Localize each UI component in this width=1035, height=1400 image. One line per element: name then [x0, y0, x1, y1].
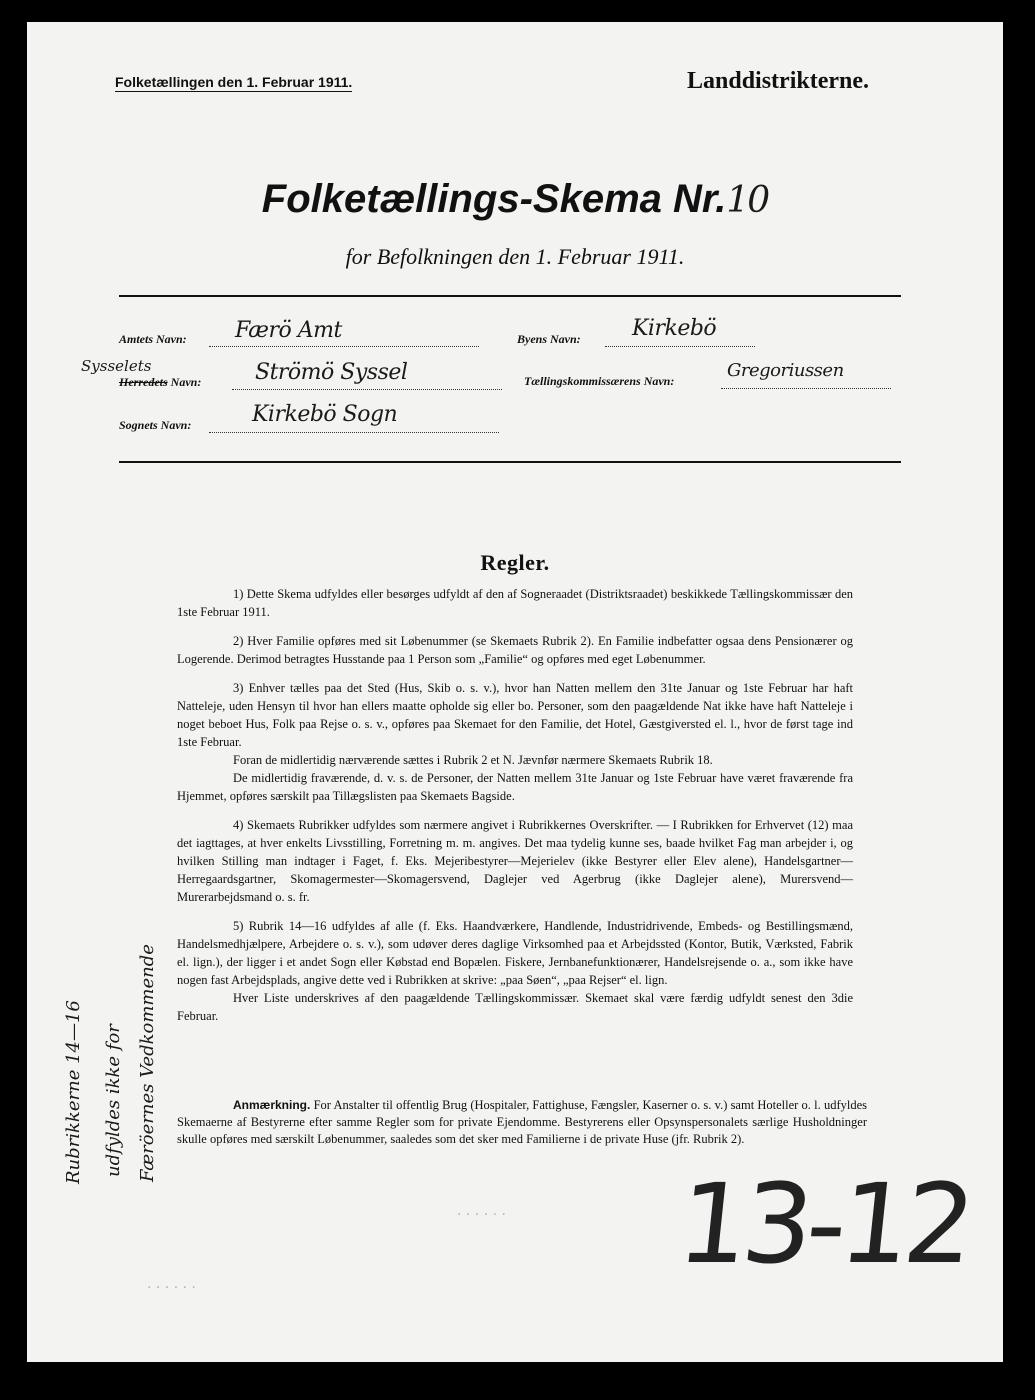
kommissaer-dotline: [721, 387, 891, 389]
amt-label: Amtets Navn:: [119, 332, 187, 346]
kommissaer-label: Tællingskommissærens Navn:: [524, 374, 675, 388]
archive-number: 13-12: [672, 1160, 976, 1288]
margin-note-line2: udfyldes ikke for: [103, 1024, 124, 1177]
amt-value: Færö Amt: [235, 318, 342, 343]
herred-label-struck: Herredets: [119, 375, 168, 389]
fields-divider: [119, 461, 901, 463]
note-label: Anmærkning.: [233, 1098, 311, 1112]
sogn-dotline: [209, 431, 499, 433]
header-district-type: Landdistrikterne.: [687, 68, 870, 94]
kommissaer-value: Gregoriussen: [727, 360, 844, 381]
bleed-through-mark-2: · · · · · ·: [147, 1280, 196, 1296]
margin-note-line3: Færöernes Vedkommende: [137, 944, 158, 1182]
rule-2: 2) Hver Familie opføres med sit Løbenummer (se Skemaets Rubrik 2). En Familie indbefatter ogsaa dens Pensionærer og Logerende. Derimod betragtes Husstande paa 1 Person som „Familie“ og opføres med eget Løbenummer.: [177, 634, 853, 666]
rule-4: 4) Skemaets Rubrikker udfyldes som nærmere angivet i Rubrikkernes Overskrifter. — I Rubrikken for Erhvervet (12) maa det iagttages, at hver enkelts Livsstilling, Forretning m. m. angives. Det maa tydelig kunne ses, baade hvilket Fag man arbejder i, og hvilken Stilling man indtager i Faget, f. Eks. Mejeribestyrer—Mejerielev (ikke Bestyrer eller Elev alene), Handelsgartner—Herregaardsgartner, Skomagermester—Skomagersvend, Daglejer ved Agerbrug (ikke Daglejer alene), Murersvend—Murerarbejdsmand o. s. fr.: [177, 818, 853, 904]
top-divider: [119, 295, 901, 297]
rule-1: 1) Dette Skema udfyldes eller besørges udfyldt af den af Sogneraadet (Distriktsraadet) beskikkede Tællingskommissær den 1ste Februar 1911.: [177, 587, 853, 619]
rules-body: [177, 585, 853, 1036]
by-dotline: [605, 345, 755, 347]
rule-3-n: Foran de midlertidig nærværende sættes i Rubrik 2 et N. Jævnfør nærmere Skemaets Rubrik 18.: [233, 753, 713, 767]
rule-3-absent: De midlertidig fraværende, d. v. s. de Personer, der Natten mellem 31te Januar og 1ste Februar have været fraværende fra Hjemmet, opføres særskilt paa Tillægslisten paa Skemaets Bagside.: [177, 771, 853, 803]
note-paragraph: [177, 1097, 867, 1148]
herred-navn-label: Navn:: [170, 375, 202, 389]
bleed-through-mark: · · · · · ·: [457, 1207, 506, 1223]
herred-value: Strömö Syssel: [255, 360, 408, 385]
herred-dotline: [232, 388, 502, 390]
rule-3: 3) Enhver tælles paa det Sted (Hus, Skib o. s. v.), hvor han Natten mellem den 31te Januar og 1ste Februar har haft Natteleje, uden Hensyn til hvor han ellers maatte opholde sig eller bo. Personer, som den paagældende Nat ikke have haft Natteleje i noget beboet Hus, Folk paa Rejse o. s. v., opføres paa Skemaet for den Familie, det Hotel, Gæstgiversted el. l., hvor de først tage ind 1ste Februar.: [177, 681, 853, 749]
by-label: Byens Navn:: [517, 332, 581, 346]
sogn-label: Sognets Navn:: [119, 418, 192, 432]
sogn-value: Kirkebö Sogn: [252, 402, 398, 427]
note-text: For Anstalter til offentlig Brug (Hospitaler, Fattighuse, Fængsler, Kaserner o. s. v.) samt Hoteller o. l. udfyldes Skemaerne af Bestyrerne efter samme Regler som for private Ejendomme. Bestyrerens eller Opsynspersonalets særlige Husholdninger skulle opføres med særskilt Løbenummer, saaledes som det sker med Familierne i de private Huse (jfr. Rubrik 2).: [177, 1098, 867, 1146]
form-title-text: Folketællings-Skema Nr.: [261, 177, 727, 221]
rule-5: 5) Rubrik 14—16 udfyldes af alle (f. Eks. Haandværkere, Handlende, Industridrivende, Embeds- og Bestillingsmænd, Handelsmedhjælpere, Arbejdere o. s. v.), som udøver deres daglige Virksomhed paa et Arbejdssted (Kontor, Butik, Værksted, Fabrik el. lign.), der ligger i et andet Sogn eller Købstad end Bopælen. Fiskere, Jernbanefunktionærer, Handelsrejsende o. a., som ikke have nogen fast Arbejdsplads, angive dette ved i Rubrikken at skrive: „paa Søen“, „paa Rejser“ el. lign.: [177, 919, 853, 987]
margin-note-line1: Rubrikkerne 14—16: [63, 1000, 84, 1184]
rule-5-signature: Hver Liste underskrives af den paagældende Tællingskommissær. Skemaet skal være færdig udfyldt senest den 3die Februar.: [177, 991, 853, 1023]
by-value: Kirkebö: [632, 316, 717, 341]
form-title: [27, 177, 1003, 222]
herred-label: [119, 375, 201, 390]
census-form-page: [27, 22, 1003, 1362]
form-number: 10: [726, 180, 769, 221]
form-subtitle: for Befolkningen den 1. Februar 1911.: [345, 244, 685, 269]
amt-dotline: [209, 345, 479, 347]
header-census-date: Folketællingen den 1. Februar 1911.: [115, 74, 353, 90]
syssel-note: Sysselets: [81, 357, 152, 375]
rules-heading: Regler.: [480, 550, 550, 575]
